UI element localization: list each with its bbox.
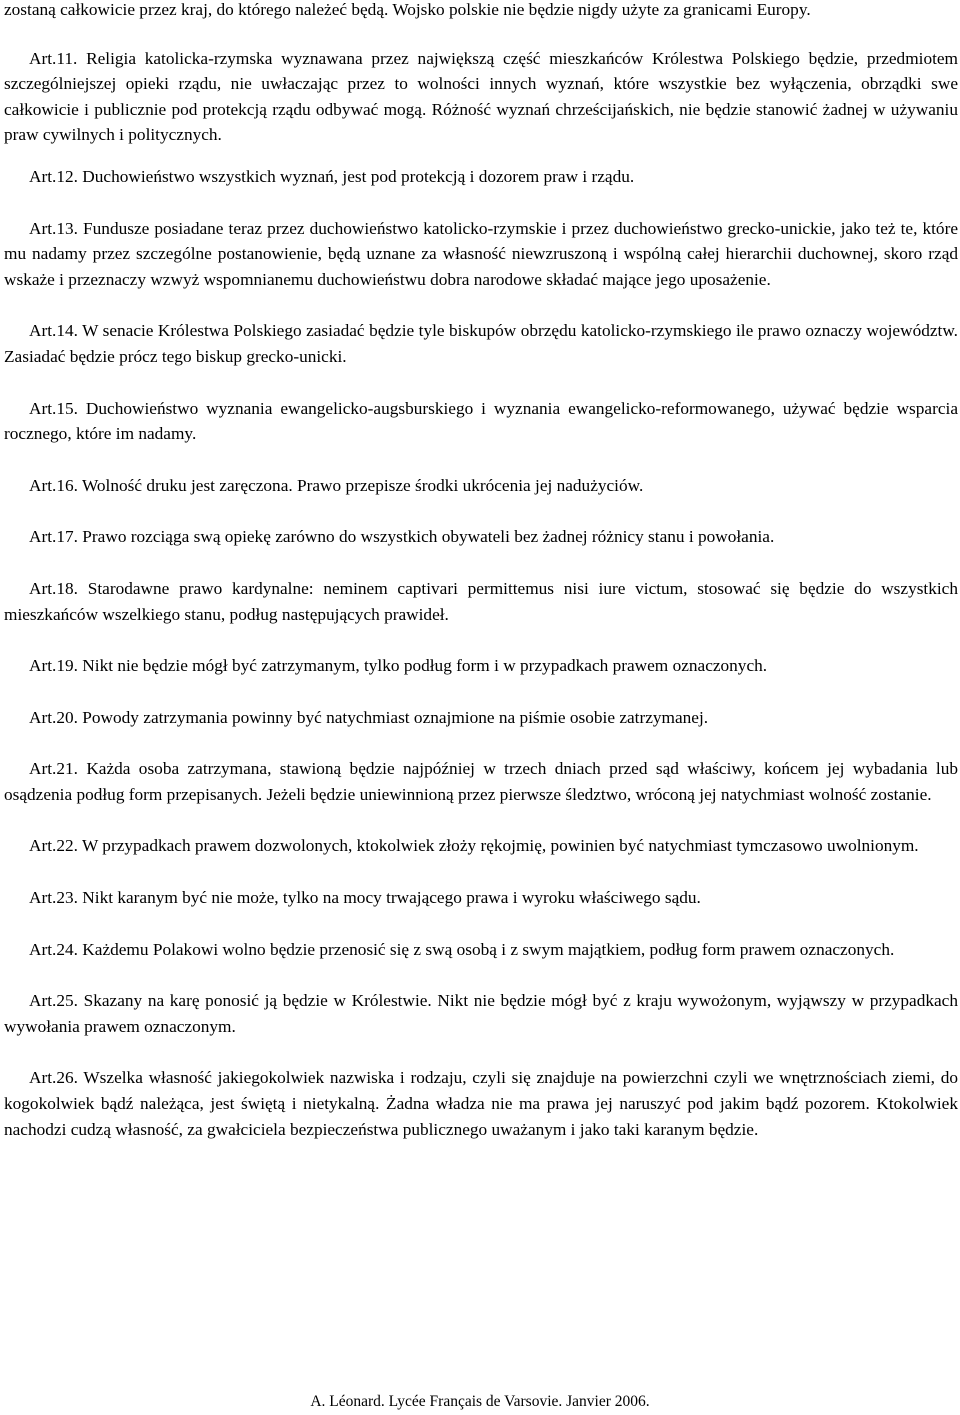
article-text: Prawo rozciąga swą opiekę zarówno do wszystkich obywateli bez żadnej różnicy stanu i powołania. (82, 527, 775, 547)
article-24 (4, 937, 958, 963)
article-label: Art.19. (29, 656, 78, 676)
article-label: Art.12. (29, 166, 78, 186)
article-text: Każda osoba zatrzymana, stawioną będzie najpóźniej w trzech dniach przed sąd właściwy, końcem jej wybadania lub osądzenia podług form przepisanych. Jeżeli będzie uniewinnioną przez pierwsze śledztwo, wróconą jej natychmiast wolność zostanie. (4, 759, 959, 804)
article-label: Art.18. (29, 578, 78, 598)
article-text: Fundusze posiadane teraz przez duchowieństwo katolicko-rzymskie i przez duchowieństwo grecko-unickie, jako też te, które mu nadamy przez szczególne postanowienie, będą uznane za własność niewzruszoną i wspólną całej hierarchii duchownej, skoro rząd wskaże i przeznaczy wzwyż wspomnianemu duchowieństwu dobra narodowe składać mające jego uposażenie. (4, 218, 958, 289)
article-21 (4, 756, 958, 807)
article-26 (4, 1065, 958, 1142)
article-text: Wszelka własność jakiegokolwiek nazwiska i rodzaju, czyli się znajduje na powierzchni czyli we wnętrznościach ziemi, do kogokolwiek bądź należąca, jest świętą i nietykalną. Żadna władza nie ma prawa jej naruszyć pod jakim bądź pozorem. Ktokolwiek nachodzi cudzą własność, za gwałciciela bezpieczeństwa publicznego uważanym i jako taki karanym będzie. (4, 1068, 958, 1139)
article-text: Każdemu Polakowi wolno będzie przenosić się z swą osobą i z swym majątkiem, podług form prawem oznaczonych. (82, 939, 895, 959)
article-text: W przypadkach prawem dozwolonych, ktokolwiek złoży rękojmię, powinien być natychmiast tymczasowo uwolnionym. (81, 836, 919, 856)
article-11 (4, 46, 958, 148)
article-text: Nikt karanym być nie może, tylko na mocy trwającego prawa i wyroku właściwego sądu. (82, 888, 701, 908)
article-label: Art.24. (29, 939, 78, 959)
article-text: Powody zatrzymania powinny być natychmiast oznajmione na piśmie osobie zatrzymanej. (82, 707, 709, 727)
article-label: Art.14. (29, 321, 78, 341)
article-22 (4, 833, 958, 859)
document-page (4, 0, 958, 1142)
article-20 (4, 705, 958, 731)
article-text: Starodawne prawo kardynalne: neminem captivari permittemus nisi iure victum, stosować się będzie do wszystkich mieszkańców wszelkiego stanu, podług następujących prawideł. (4, 578, 958, 624)
article-13 (4, 216, 958, 293)
article-16 (4, 473, 958, 499)
article-text: W senacie Królestwa Polskiego zasiadać będzie tyle biskupów obrzędu katolicko-rzymskiego ile prawo oznaczy województw. Zasiadać będzie prócz tego biskup grecko-unicki. (4, 321, 958, 366)
article-label: Art.16. (29, 475, 78, 495)
article-label: Art.20. (29, 707, 78, 727)
article-15 (4, 396, 958, 447)
article-text: Wolność druku jest zaręczona. Prawo przepisze środki ukrócenia jej nadużyciów. (81, 475, 644, 495)
article-25 (4, 988, 958, 1039)
article-label: Art.13. (29, 218, 78, 238)
paragraph-continuation (4, 0, 958, 23)
paragraph-text: zostaną całkowicie przez kraj, do którego należeć będą. Wojsko polskie nie będzie nigdy użyte za granicami Europy. (4, 0, 811, 19)
article-label: Art.11. (29, 48, 78, 68)
article-14 (4, 318, 958, 369)
article-17 (4, 524, 958, 550)
article-text: Duchowieństwo wszystkich wyznań, jest pod protekcją i dozorem praw i rządu. (82, 166, 635, 186)
article-text: Skazany na karę ponosić ją będzie w Królestwie. Nikt nie będzie mógł być z kraju wywożonym, wyjąwszy w przypadkach wywołania prawem oznaczonym. (4, 991, 958, 1036)
article-label: Art.21. (29, 759, 78, 779)
article-18 (4, 576, 958, 627)
article-text: Nikt nie będzie mógł być zatrzymanym, tylko podług form i w przypadkach prawem oznaczonych. (82, 656, 768, 676)
article-19 (4, 653, 958, 679)
article-label: Art.23. (29, 888, 78, 908)
article-text: Duchowieństwo wyznania ewangelicko-augsburskiego i wyznania ewangelicko-reformowanego, używać będzie wsparcia rocznego, które im nadamy. (4, 398, 958, 444)
article-label: Art.22. (29, 836, 78, 856)
article-text: Religia katolicka-rzymska wyznawana przez największą część mieszkańców Królestwa Polskiego będzie, przedmiotem szczególniejszej opieki rządu, nie uwłaczając przez to wolności innych wyznań, które wszystkie bez wyłączenia, obrządki swe całkowicie i publicznie pod protekcją rządu odbywać mogą. Różność wyznań chrześcijańskich, nie będzie stanowić żadnej w używaniu praw cywilnych i politycznych. (4, 48, 958, 145)
article-label: Art.15. (29, 398, 78, 418)
document-footer: A. Léonard. Lycée Français de Varsovie. Janvier 2006. (310, 1393, 650, 1410)
article-label: Art.25. (29, 991, 78, 1011)
article-23 (4, 885, 958, 911)
article-label: Art.17. (29, 527, 78, 547)
article-label: Art.26. (29, 1068, 78, 1088)
article-12 (4, 164, 958, 190)
